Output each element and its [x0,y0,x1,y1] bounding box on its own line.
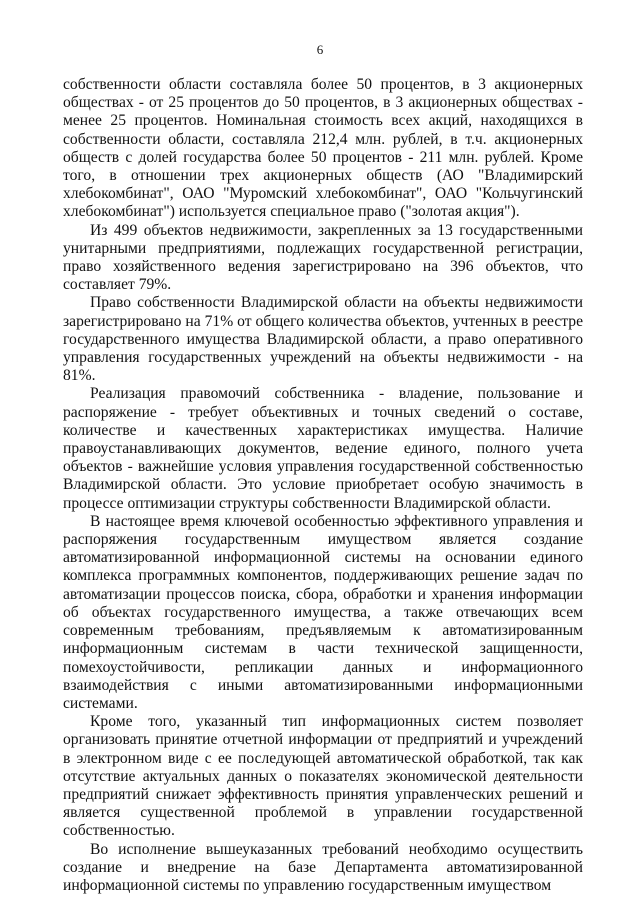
page-number: 6 [316,42,324,57]
paragraph: Реализация правомочий собственника - владение, пользование и распоряжение - требует объективных и точных сведений о составе, количестве и качественных характеристиках имущества. Наличие правоустанавливающих документов, ведение единого, полного учета объектов - важнейшие условия управления государственной собственностью Владимирской области. Это условие приобретает особую значимость в процессе оптимизации структуры собственности Владимирской области. [63,385,583,512]
paragraph-continuation: собственности области составляла более 50 процентов, в 3 акционерных обществах - от 25 процентов до 50 процентов, в 3 акционерных обществах - менее 25 процентов. Номинальная стоимость всех акций, находящихся в собственности области, составляла 212,4 млн. рублей, в т.ч. акционерных обществ с долей государства более 50 процентов - 211 млн. рублей. Кроме того, в отношении трех акционерных обществ (АО "Владимирский хлебокомбинат", ОАО "Муромский хлебокомбинат", ОАО "Кольчугинский хлебокомбинат") используется специальное право ("золотая акция"). [63,76,583,221]
paragraph: Кроме того, указанный тип информационных систем позволяет организовать принятие отчетной информации от предприятий и учреждений в электронном виде с ее последующей автоматической обработкой, так как отсутствие актуальных данных о показателях экономической деятельности предприятий снижает эффективность принятия управленческих решений и является существенной проблемой в управлении государственной собственностью. [63,713,583,840]
document-body [63,76,583,895]
paragraph: Во исполнение вышеуказанных требований необходимо осуществить создание и внедрение на базе Департамента автоматизированной информационной системы по управлению государственным имуществом [63,840,583,894]
paragraph: В настоящее время ключевой особенностью эффективного управления и распоряжения государственным имуществом является создание автоматизированной информационной системы на основании единого комплекса программных компонентов, поддерживающих решение задач по автоматизации процессов поиска, сбора, обработки и хранения информации об объектах государственного имущества, а также отвечающих всем современным требованиям, предъявляемым к автоматизированным информационным системам в части технической защищенности, помехоустойчивости, репликации данных и информационного взаимодействия с иными автоматизированными информационными системами. [63,512,583,712]
paragraph: Право собственности Владимирской области на объекты недвижимости зарегистрировано на 71% от общего количества объектов, учтенных в реестре государственного имущества Владимирской области, а право оперативного управления государственных учреждений на объекты недвижимости - на 81%. [63,294,583,385]
paragraph: Из 499 объектов недвижимости, закрепленных за 13 государственными унитарными предприятиями, подлежащих государственной регистрации, право хозяйственного ведения зарегистрировано на 396 объектов, что составляет 79%. [63,221,583,294]
